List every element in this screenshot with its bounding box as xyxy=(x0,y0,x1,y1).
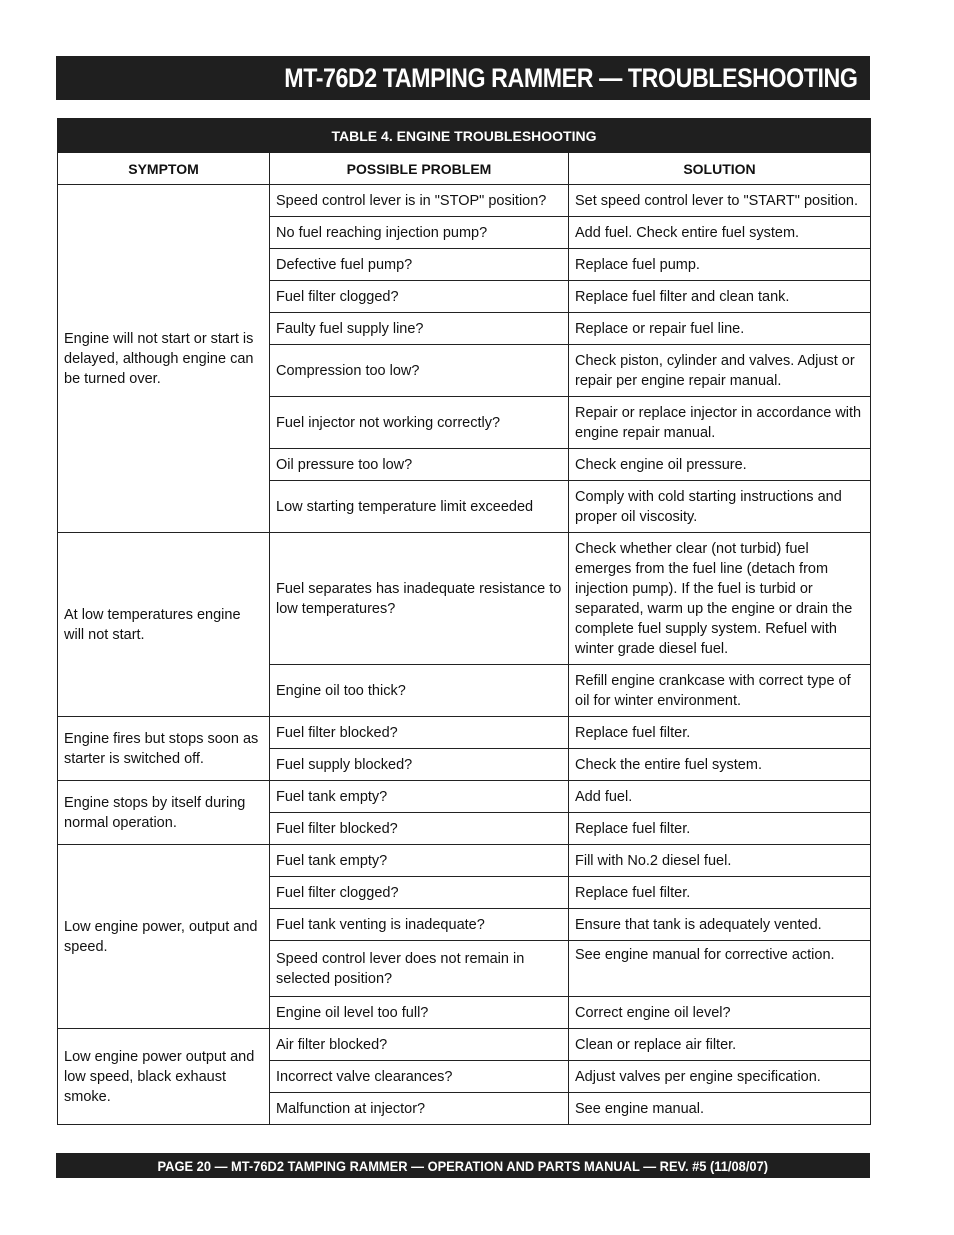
solution-cell: Ensure that tank is adequately vented. xyxy=(569,909,871,941)
solution-cell: Replace fuel filter. xyxy=(569,717,871,749)
symptom-cell: Engine will not start or start is delayed, although engine can be turned over. xyxy=(58,185,270,533)
problem-cell: Compression too low? xyxy=(270,345,569,397)
solution-cell: Check the entire fuel system. xyxy=(569,749,871,781)
symptom-cell: Low engine power, output and speed. xyxy=(58,845,270,1029)
table-row xyxy=(58,1029,871,1061)
solution-cell: Refill engine crankcase with correct type of oil for winter environment. xyxy=(569,665,871,717)
footer-text: PAGE 20 — MT-76D2 TAMPING RAMMER — OPERATION AND PARTS MANUAL — REV. #5 (11/08/07) xyxy=(157,1157,769,1174)
problem-cell: Defective fuel pump? xyxy=(270,249,569,281)
problem-cell: Fuel injector not working correctly? xyxy=(270,397,569,449)
problem-cell: Incorrect valve clearances? xyxy=(270,1061,569,1093)
solution-cell: See engine manual. xyxy=(569,1093,871,1125)
page-header xyxy=(56,56,870,100)
problem-cell: Speed control lever is in "STOP" position? xyxy=(270,185,569,217)
solution-cell: Fill with No.2 diesel fuel. xyxy=(569,845,871,877)
problem-cell: Speed control lever does not remain in selected position? xyxy=(270,941,569,997)
solution-cell: Replace fuel pump. xyxy=(569,249,871,281)
problem-cell: Fuel filter clogged? xyxy=(270,877,569,909)
table-row xyxy=(58,781,871,813)
solution-cell: Replace or repair fuel line. xyxy=(569,313,871,345)
problem-cell: Fuel tank venting is inadequate? xyxy=(270,909,569,941)
problem-cell: Faulty fuel supply line? xyxy=(270,313,569,345)
problem-cell: Malfunction at injector? xyxy=(270,1093,569,1125)
solution-cell: Add fuel. xyxy=(569,781,871,813)
troubleshooting-table-container xyxy=(57,118,870,1125)
problem-cell: Fuel filter blocked? xyxy=(270,717,569,749)
problem-cell: Air filter blocked? xyxy=(270,1029,569,1061)
symptom-cell: Engine stops by itself during normal operation. xyxy=(58,781,270,845)
problem-cell: Fuel separates has inadequate resistance to low temperatures? xyxy=(270,533,569,665)
solution-cell: Comply with cold starting instructions and proper oil viscosity. xyxy=(569,481,871,533)
table-caption: TABLE 4. ENGINE TROUBLESHOOTING xyxy=(58,119,871,153)
symptom-cell: Low engine power output and low speed, black exhaust smoke. xyxy=(58,1029,270,1125)
problem-cell: Engine oil too thick? xyxy=(270,665,569,717)
solution-cell: Repair or replace injector in accordance with engine repair manual. xyxy=(569,397,871,449)
table-row xyxy=(58,185,871,217)
problem-cell: Fuel tank empty? xyxy=(270,845,569,877)
problem-cell: Fuel filter blocked? xyxy=(270,813,569,845)
solution-cell: Correct engine oil level? xyxy=(569,997,871,1029)
column-header-symptom: SYMPTOM xyxy=(58,153,270,185)
problem-cell: No fuel reaching injection pump? xyxy=(270,217,569,249)
page-title: MT-76D2 TAMPING RAMMER — TROUBLESHOOTING xyxy=(284,62,858,93)
page-footer xyxy=(56,1153,870,1178)
problem-cell: Fuel filter clogged? xyxy=(270,281,569,313)
column-header-possible-problem: POSSIBLE PROBLEM xyxy=(270,153,569,185)
solution-cell: Replace fuel filter. xyxy=(569,813,871,845)
solution-cell: Replace fuel filter and clean tank. xyxy=(569,281,871,313)
solution-cell: Set speed control lever to "START" position. xyxy=(569,185,871,217)
symptom-cell: Engine fires but stops soon as starter is switched off. xyxy=(58,717,270,781)
problem-cell: Low starting temperature limit exceeded xyxy=(270,481,569,533)
problem-cell: Oil pressure too low? xyxy=(270,449,569,481)
solution-cell: Add fuel. Check entire fuel system. xyxy=(569,217,871,249)
solution-cell: Check whether clear (not turbid) fuel emerges from the fuel line (detach from injection pump). If the fuel is turbid or separated, warm up the engine or drain the complete fuel supply system. Refuel with winter grade diesel fuel. xyxy=(569,533,871,665)
engine-troubleshooting-table xyxy=(57,118,871,1125)
symptom-cell: At low temperatures engine will not start. xyxy=(58,533,270,717)
table-row xyxy=(58,717,871,749)
solution-cell: Check engine oil pressure. xyxy=(569,449,871,481)
solution-cell: See engine manual for corrective action. xyxy=(569,941,871,997)
problem-cell: Fuel tank empty? xyxy=(270,781,569,813)
solution-cell: Adjust valves per engine specification. xyxy=(569,1061,871,1093)
problem-cell: Engine oil level too full? xyxy=(270,997,569,1029)
table-row xyxy=(58,533,871,665)
solution-cell: Check piston, cylinder and valves. Adjust or repair per engine repair manual. xyxy=(569,345,871,397)
column-header-solution: SOLUTION xyxy=(569,153,871,185)
problem-cell: Fuel supply blocked? xyxy=(270,749,569,781)
solution-cell: Clean or replace air filter. xyxy=(569,1029,871,1061)
solution-cell: Replace fuel filter. xyxy=(569,877,871,909)
table-row xyxy=(58,845,871,877)
